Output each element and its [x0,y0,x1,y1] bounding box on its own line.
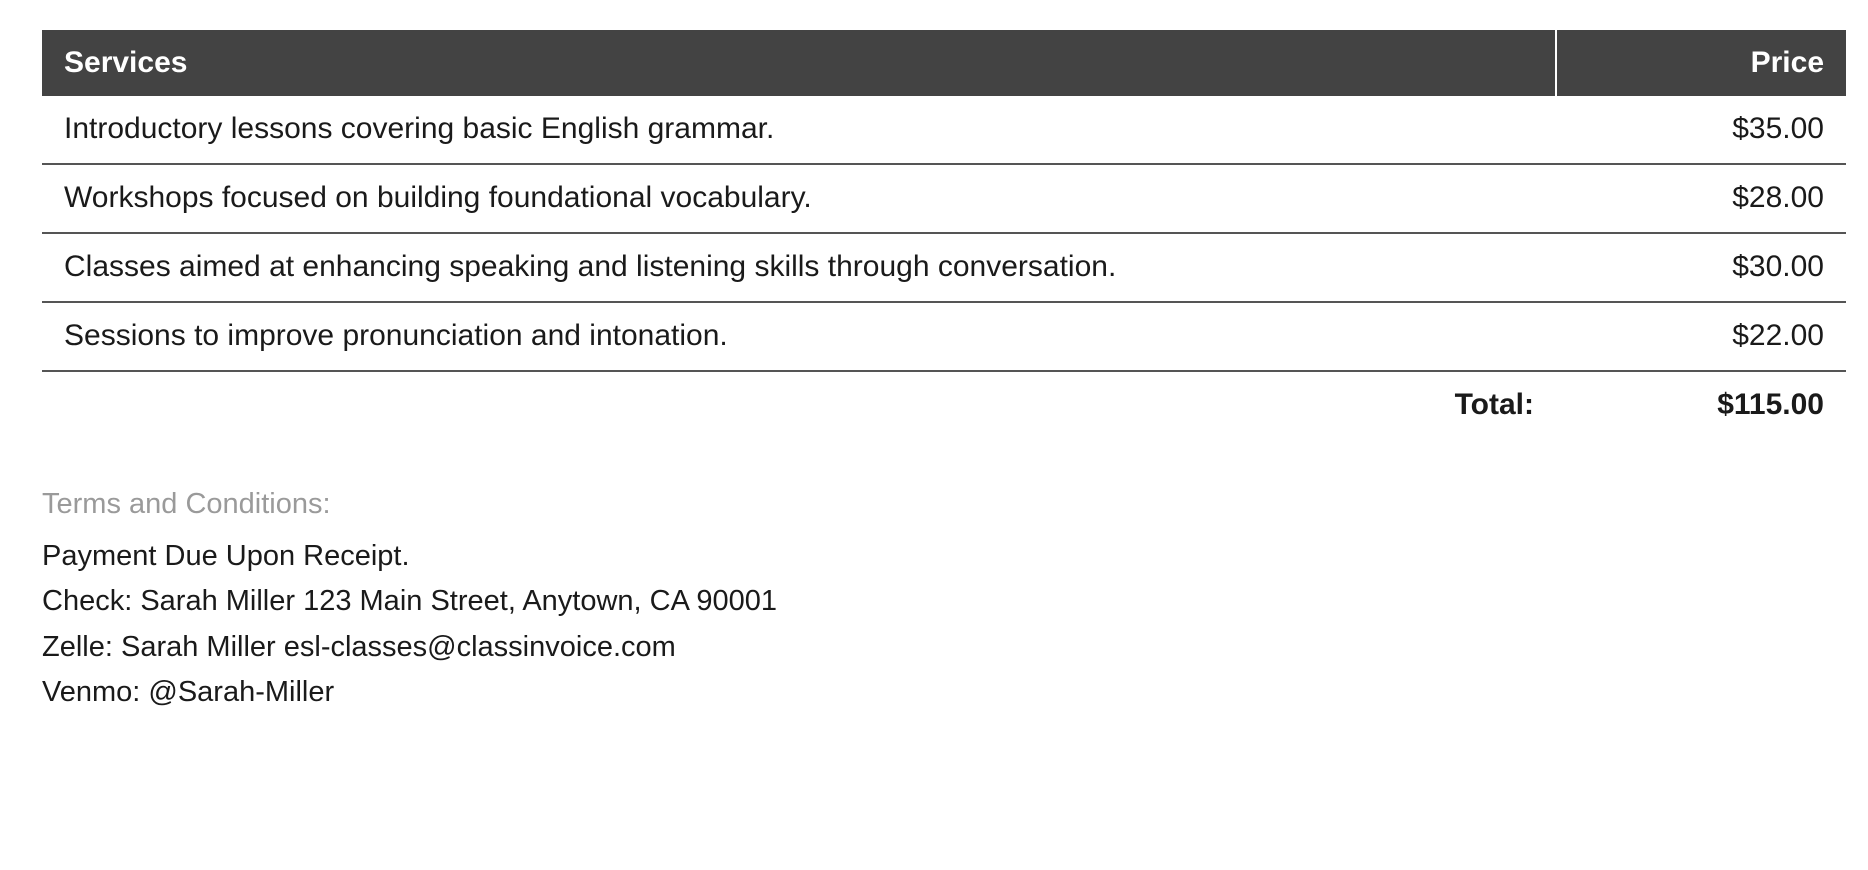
service-description: Classes aimed at enhancing speaking and listening skills through conversation. [42,233,1556,302]
column-header-services: Services [42,30,1556,96]
table-total-row [42,371,1846,439]
total-value: $115.00 [1717,388,1824,421]
table-row [42,164,1846,233]
service-description: Introductory lessons covering basic English grammar. [42,96,1556,164]
services-price-table [42,30,1846,439]
total-label: Total: [1454,388,1534,421]
service-price: $30.00 [1556,233,1846,302]
terms-line-check: Check: Sarah Miller 123 Main Street, Anytown, CA 90001 [42,585,778,618]
terms-line-venmo: Venmo: @Sarah-Miller [42,675,335,708]
terms-line-payment: Payment Due Upon Receipt. [42,540,410,573]
table-row [42,302,1846,371]
column-header-price: Price [1556,30,1846,96]
terms-heading: Terms and Conditions: [42,488,331,520]
table-body [42,96,1846,439]
table-header-row [42,30,1846,96]
table-row [42,96,1846,164]
table-row [42,233,1846,302]
table-header [42,30,1846,96]
service-price: $35.00 [1556,96,1846,164]
service-price: $22.00 [1556,302,1846,371]
service-price: $28.00 [1556,164,1846,233]
service-description: Workshops focused on building foundational vocabulary. [42,164,1556,233]
service-description: Sessions to improve pronunciation and intonation. [42,302,1556,371]
terms-line-zelle: Zelle: Sarah Miller esl-classes@classinvoice.com [42,630,676,663]
terms-and-conditions-section [42,485,1826,715]
